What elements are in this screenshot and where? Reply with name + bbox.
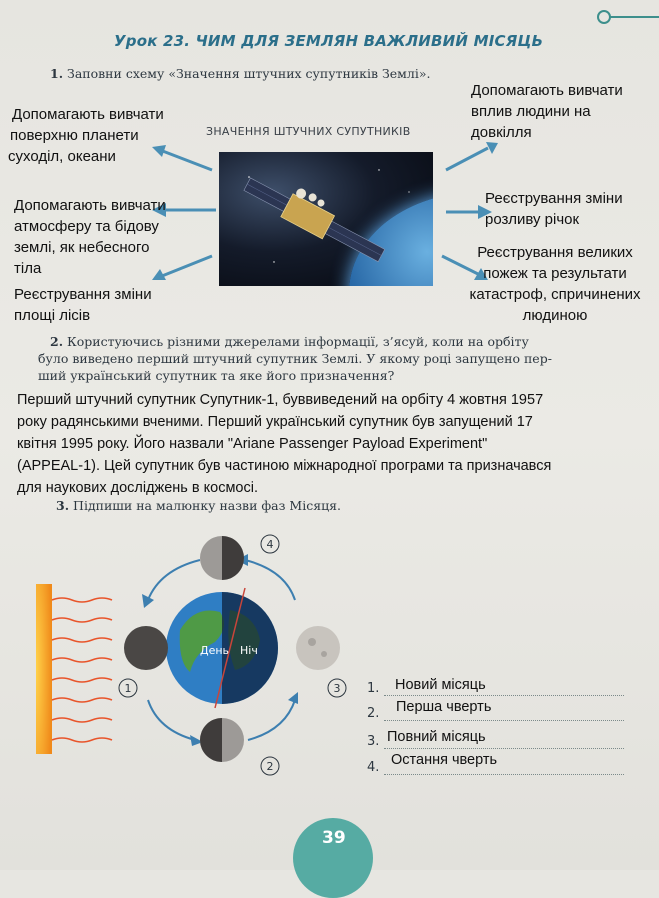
marker-2: 2 xyxy=(266,760,274,773)
moon-phases-diagram xyxy=(30,530,370,780)
phase-name-4: Остання чверть xyxy=(391,752,498,768)
answer-line: атмосферу та бідову xyxy=(14,218,159,235)
phase-number-2: 2. xyxy=(367,706,380,721)
task1-text: Заповни схему «Значення штучних супутників Землі». xyxy=(67,66,431,81)
moon-bottom xyxy=(200,718,244,762)
earth-night-label: Ніч xyxy=(240,644,258,657)
task1-number: 1. xyxy=(50,66,64,81)
answer-line: довкілля xyxy=(471,124,532,141)
answer-line: суходіл, океани xyxy=(8,148,116,165)
answer-line: вплив людини на xyxy=(471,103,591,120)
task2-line: ший український супутник та яке його призначення? xyxy=(38,368,395,383)
answer-line: пожеж та результати xyxy=(483,265,627,282)
answer-line: Допомагають вивчати xyxy=(12,106,164,123)
moon-top xyxy=(200,536,244,580)
answer-line: Перший штучний супутник Супутник-1, буввиведений на орбіту 4 жовтня 1957 xyxy=(17,392,544,408)
task3-text: Підпиши на малюнку назви фаз Місяця. xyxy=(73,498,342,513)
task2-question xyxy=(38,333,620,384)
arrow-right-top xyxy=(440,140,500,175)
marker-1: 1 xyxy=(124,682,132,695)
satellite-photo xyxy=(219,152,433,286)
answer-line: площі лісів xyxy=(14,307,91,324)
sun xyxy=(36,584,52,754)
answer-line: розливу річок xyxy=(485,211,580,228)
earth-day-label: День xyxy=(200,644,230,657)
answer-line: Допомагають вивчати xyxy=(14,197,166,214)
scheme-answer-right-3 xyxy=(455,242,655,326)
task2-line: Користуючись різними джерелами інформації, з’ясуй, коли на орбіту xyxy=(67,334,529,349)
task2-answer xyxy=(17,389,647,499)
answer-line: поверхню планети xyxy=(10,127,139,144)
page-number: 39 xyxy=(322,828,346,848)
task3-heading xyxy=(56,497,341,514)
answer-line: тіла xyxy=(14,260,42,277)
phase-number-1: 1. xyxy=(367,681,380,696)
answer-line: для наукових досліджень в космосі. xyxy=(17,480,258,496)
answer-line: людиною xyxy=(522,307,588,324)
lesson-title: Урок 23. ЧИМ ДЛЯ ЗЕМЛЯН ВАЖЛИВИЙ МІСЯЦЬ xyxy=(114,32,544,50)
scheme-answer-right-1 xyxy=(471,80,623,143)
answer-dotline xyxy=(384,774,624,775)
phase-name-3: Повний місяць xyxy=(387,729,486,745)
task1-heading xyxy=(50,65,430,82)
scheme-title: ЗНАЧЕННЯ ШТУЧНИХ СУПУТНИКІВ xyxy=(206,125,411,138)
moon-right xyxy=(296,626,340,670)
answer-line: Допомагають вивчати xyxy=(471,82,623,99)
answer-line: року радянськими вченими. Перший український супутник був запущений 17 xyxy=(17,414,533,430)
phase-number-4: 4. xyxy=(367,760,380,775)
phase-number-3: 3. xyxy=(367,734,380,749)
phase-name-2: Перша чверть xyxy=(396,699,492,715)
satellite-icon xyxy=(219,152,433,286)
answer-line: квітня 1995 року. Його назвали "Ariane Passenger Payload Experiment" xyxy=(17,436,488,452)
answer-line: Реєстрування зміни xyxy=(14,286,152,303)
answer-dotline xyxy=(384,720,624,721)
answer-dotline xyxy=(384,695,624,696)
answer-line: Реєстрування зміни xyxy=(485,190,623,207)
answer-line: землі, як небесного xyxy=(14,239,150,256)
task2-number: 2. xyxy=(50,334,64,349)
marker-3: 3 xyxy=(333,682,341,695)
answer-line: катастроф, спричинених xyxy=(469,286,641,303)
answer-line: Реєстрування великих xyxy=(477,244,633,261)
scheme-answer-left-1 xyxy=(8,104,164,167)
scheme-answer-right-2 xyxy=(485,188,623,230)
answer-line: (APPEAL-1). Цей супутник був частиною міжнародної програми та призначався xyxy=(17,458,552,474)
moon-left xyxy=(124,626,168,670)
answer-dotline xyxy=(384,748,624,749)
scheme-answer-left-3 xyxy=(14,284,152,326)
header-dot xyxy=(597,10,611,24)
task2-line: було виведено перший штучний супутник Землі. У якому році запущено пер- xyxy=(38,351,552,366)
sun-rays xyxy=(52,598,112,742)
phase-name-1: Новий місяць xyxy=(395,677,486,693)
marker-4: 4 xyxy=(266,538,274,551)
task3-number: 3. xyxy=(56,498,70,513)
scheme-answer-left-2 xyxy=(14,195,166,279)
